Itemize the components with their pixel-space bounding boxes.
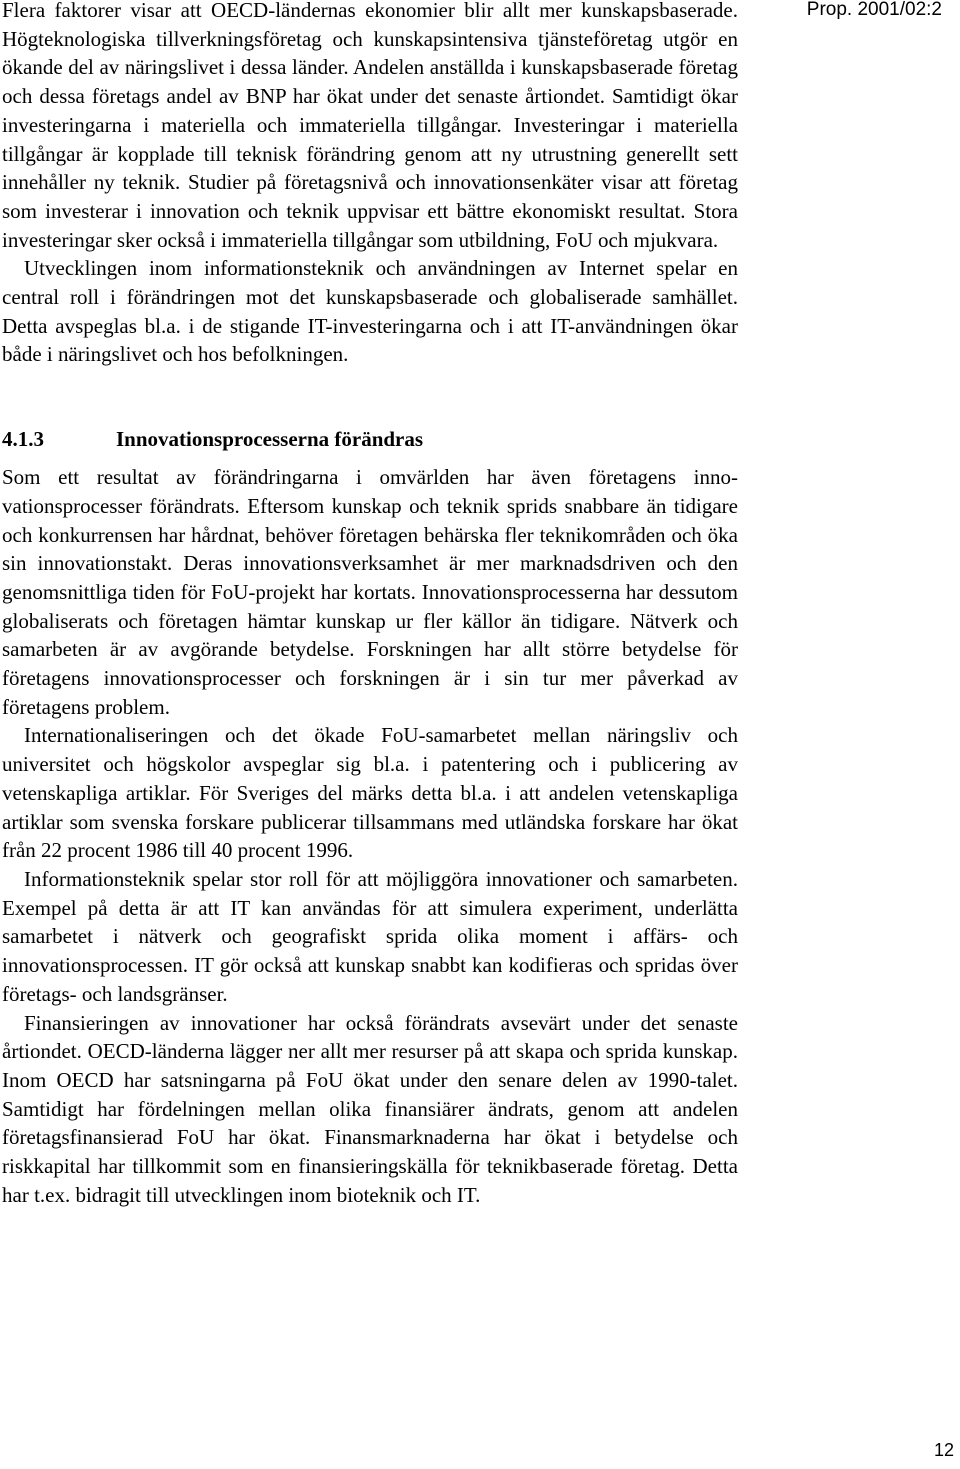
section-number: 4.1.3 <box>2 427 44 452</box>
paragraph-innovation-processes: Som ett resultat av förändringarna i omvärlden har även företagens innovationsprocesser förändrats. Eftersom kunskap och teknik sprids snabbare än tidigare och konkurrensen har hårdnat, behöver företagen behärska fler teknikområden och öka sin innovationstakt. Deras innovationsverksamhet är mer marknadsdriven och den genomsnittliga tiden för FoU-projekt har kortats. Innovationsprocesserna har dessutom globaliserats och företagen hämtar kunskap ur fler källor än tidigare. Nätverk och samarbeten är av avgörande betydelse. Forskningen har allt större betydelse för företagens innovationsprocesser och forskningen är i sin tur mer påverkad av företagens problem. <box>2 465 738 719</box>
section-title: Innovationsprocesserna förändras <box>116 427 424 452</box>
paragraph-oecd-knowledge-economy: Flera faktorer visar att OECD-ländernas ekonomier blir allt mer kunskapsbaserade. Högteknologiska tillverkningsföretag och kunskapsintensiva tjänsteföretag utgör en ökande del av näringslivet i dessa länder. Andelen anställda i kunskapsbaserade företag och dessa företags andel av BNP har ökat under det senaste årtiondet. Samtidigt ökar investeringarna i materiella och immateriella tillgångar. Investeringar i materiella tillgångar är kopplade till teknisk förändring genom att ny utrustning generellt sett innehåller ny teknik. Studier på företagsnivå och innovationsenkäter visar att företag som investerar i innovation och teknik uppvisar ett bättre ekonomiskt resultat. Stora investeringar sker också i immateriella tillgångar som utbildning, FoU och mjukvara. <box>2 0 738 252</box>
paragraph-internationalisation: Internationaliseringen och det ökade FoU-samarbetet mellan näringsliv och universitet och högskolor avspeglar sig bl.a. i patentering och i publicering av vetenskapliga artiklar. För Sveriges del märks detta bl.a. i att andelen vetenskapliga artiklar som svenska forskare publicerar tillsammans med utländska forskare har ökat från 22 procent 1986 till 40 procent 1996. <box>2 723 738 863</box>
paragraph-information-technology: Utvecklingen inom informationsteknik och användningen av Internet spelar en central roll i förändringen mot det kunskapsbaserade och globaliserade samhället. Detta avspeglas bl.a. i de stigande IT-investeringarna och i att IT-användningen ökar både i näringslivet och hos befolkningen. <box>2 256 738 367</box>
paragraph-financing: Finansieringen av innovationer har också förändrats avsevärt under det senaste årtiondet. OECD-länderna lägger ner allt mer resurser på att skapa och sprida kunskap. Inom OECD har satsningarna på FoU ökat under den senare delen av 1990-talet. Samtidigt har fördelningen mellan olika finansiärer ändrats, genom att andelen företagsfinansierad FoU har ökat. Finansmarknaderna har ökat i betydelse och riskkapital har tillkommit som en finansieringskälla för teknikbaserade företag. Detta har t.ex. bidragit till utvecklingen inom bioteknik och IT. <box>2 1010 738 1207</box>
paragraph-it-role: Informationsteknik spelar stor roll för att möjliggöra innovationer och samarbeten. Exempel på detta är att IT kan användas för att simulera experiment, underlätta samarbetet i nätverk och geografiskt sprida olika moment i affärs- och innovationsprocessen. IT gör också att kunskap snabbt kan kodifieras och spridas över företags- och landsgränser. <box>2 866 738 1006</box>
page-number: 12 <box>933 1440 954 1460</box>
section-heading <box>2 425 738 453</box>
proposition-label: Prop. 2001/02:2 <box>806 0 942 20</box>
